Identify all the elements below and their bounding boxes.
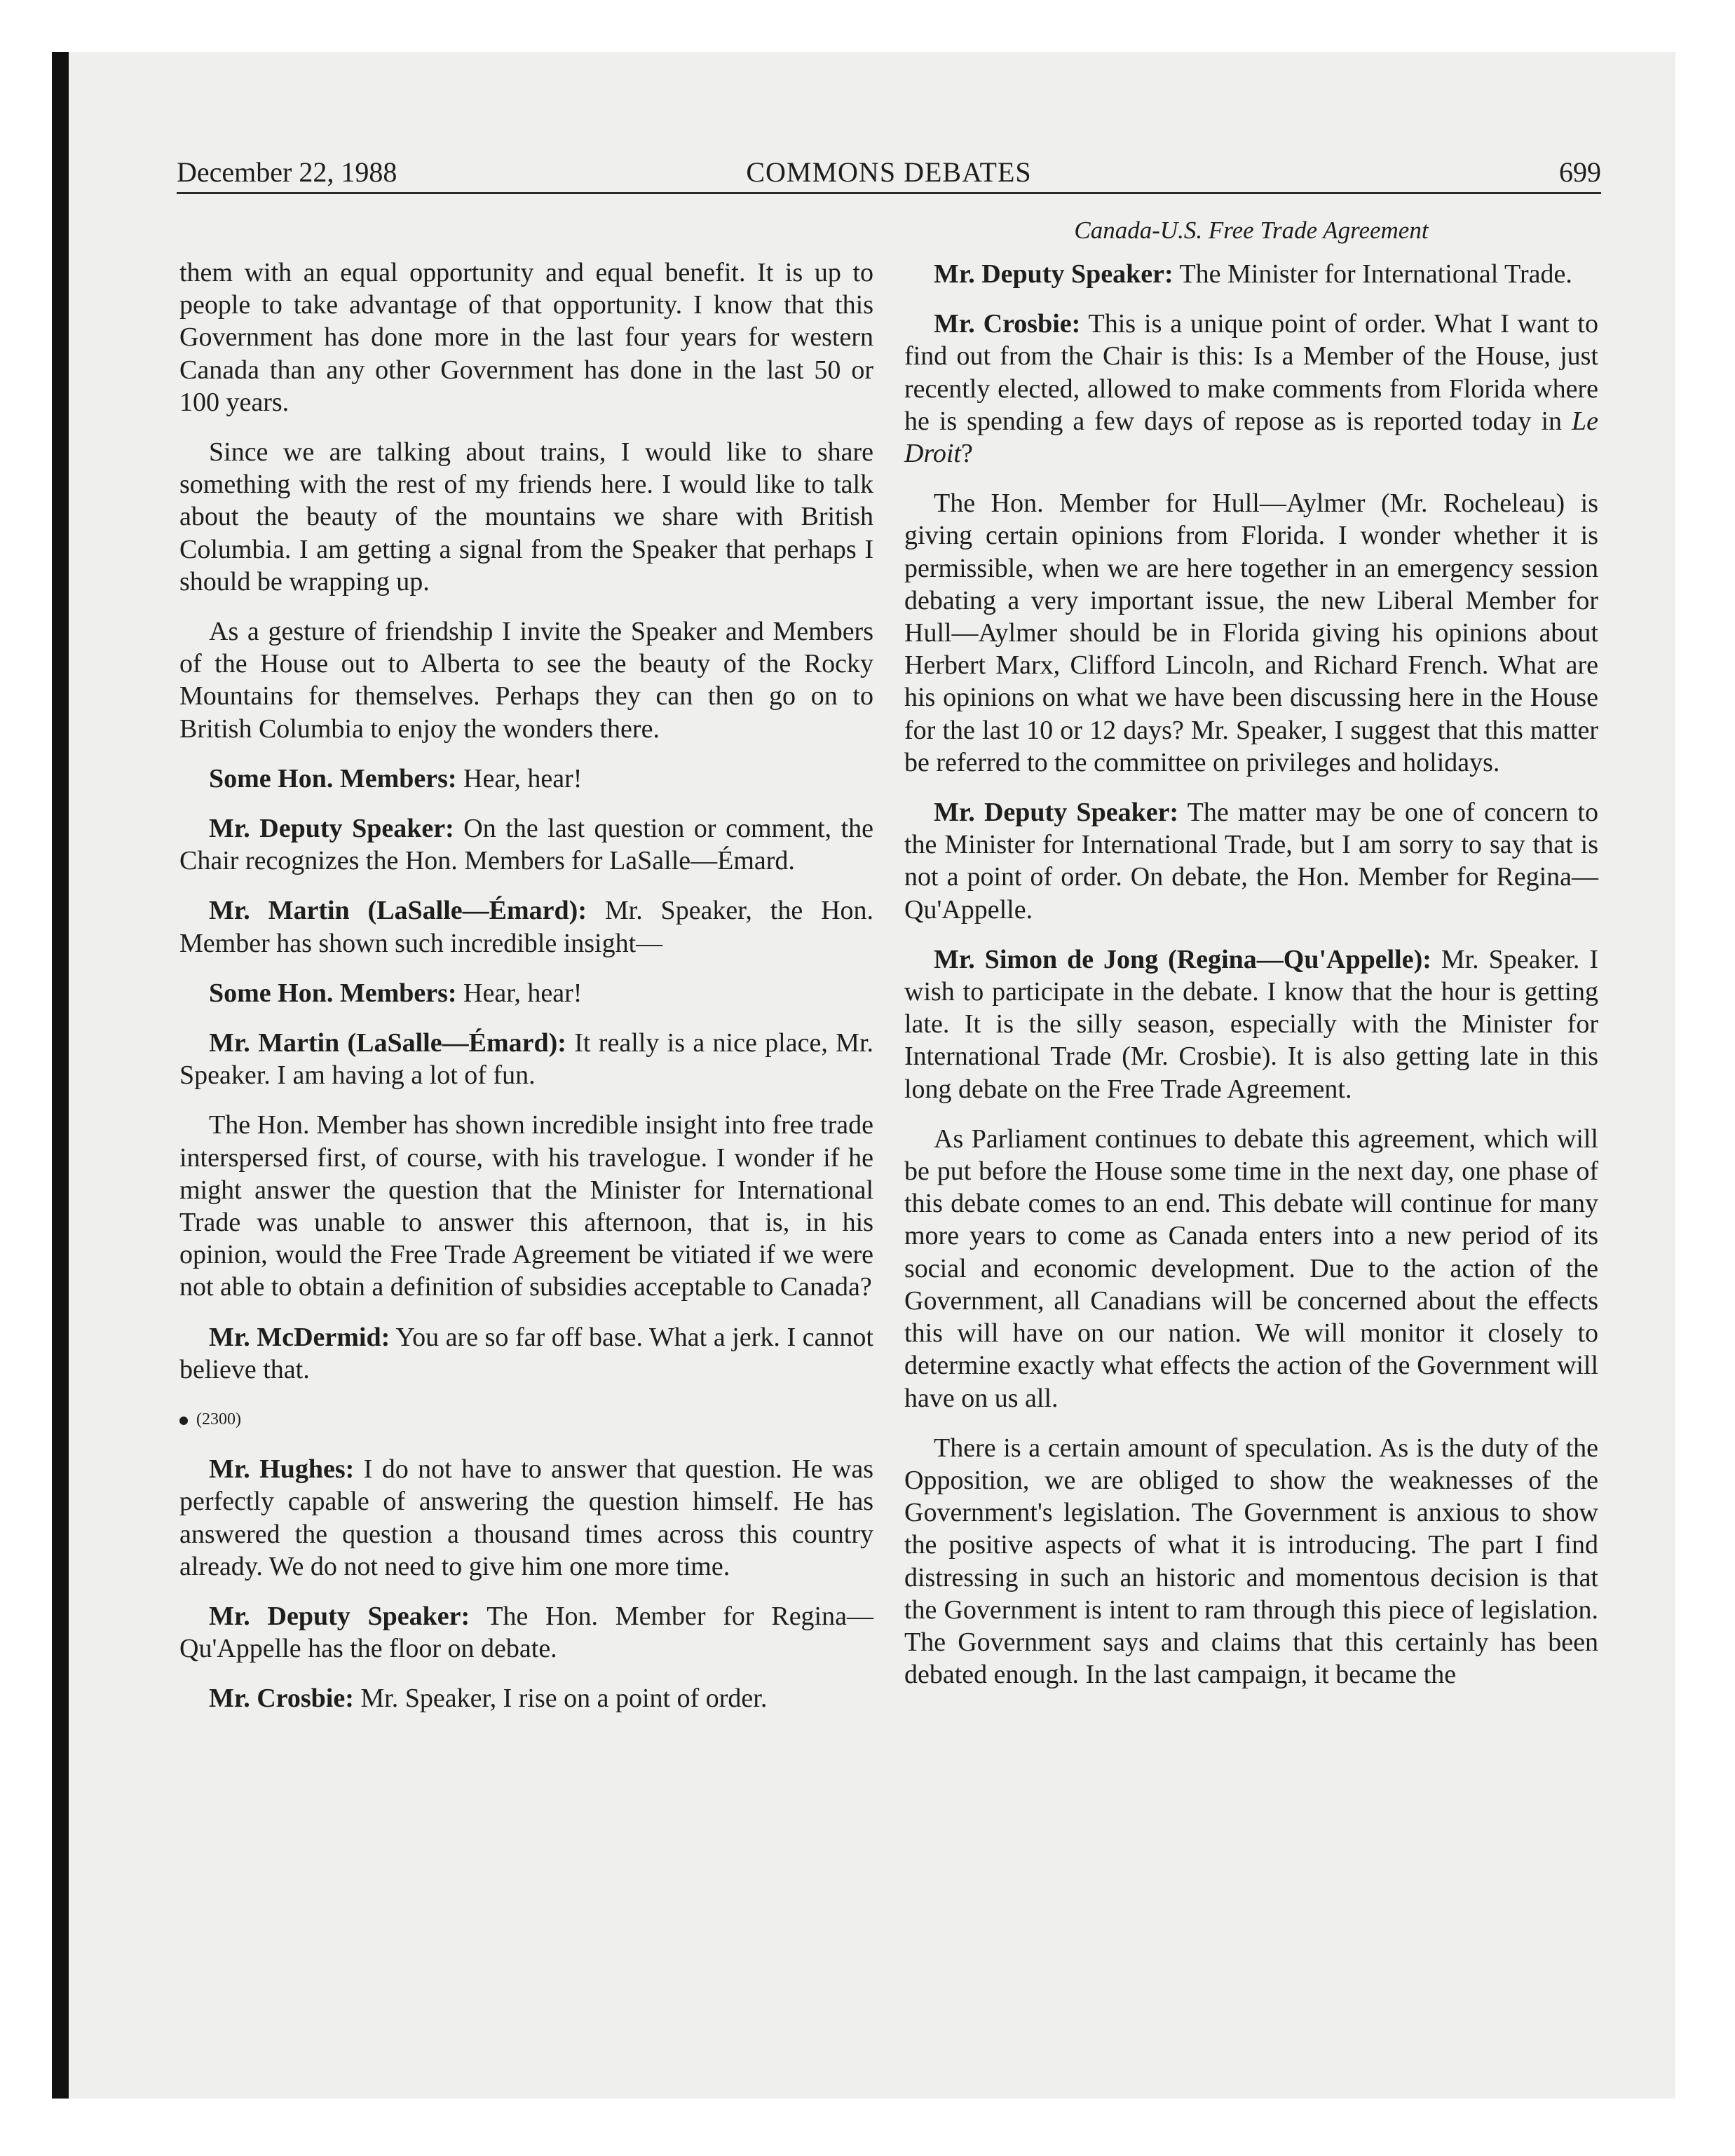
speech: [179, 1453, 873, 1583]
speech: [179, 763, 873, 795]
speaker-name: Some Hon. Members:: [209, 978, 457, 1008]
speaker-name: Mr. Hughes:: [209, 1454, 355, 1485]
speech: [179, 894, 873, 959]
speaker-name: Mr. Martin (LaSalle—Émard):: [209, 1028, 566, 1058]
bullet-icon: [179, 1417, 188, 1425]
speech-text: The Hon. Member for Regina—Qu'Appelle has the floor on debate.: [179, 1601, 873, 1664]
header-date: December 22, 1988: [177, 156, 397, 188]
speaker-name: Mr. Deputy Speaker:: [209, 814, 454, 844]
speech: [179, 1682, 873, 1714]
speaker-name: Mr. Deputy Speaker:: [934, 259, 1173, 289]
speech-text-end: ?: [960, 439, 973, 469]
speech-text: Hear, hear!: [456, 763, 583, 793]
paragraph: The Hon. Member has shown incredible insight into free trade interspersed first, of course, with his travelogue. I wonder if he might answer the question that the Minister for International Trade was unable to answer this afternoon, that is, in his opinion, would the Free Trade Agreement be vitiated if we were not able to obtain a definition of subsidies acceptable to Canada?: [179, 1110, 873, 1302]
paragraph: The Hon. Member for Hull—Aylmer (Mr. Rocheleau) is giving certain opinions from Florida. I wonder whether it is permissible, when we are here together in an emergency session debating a very important issue, the new Liberal Member for Hull—Aylmer should be in Florida giving his opinions about Herbert Marx, Clifford Lincoln, and Richard French. What are his opinions on what we have been discussing here in the House for the last 10 or 12 days? Mr. Speaker, I suggest that this matter be referred to the committee on privileges and holidays.: [904, 489, 1598, 777]
paragraph: As a gesture of friendship I invite the Speaker and Members of the House out to Alberta to see the beauty of the Rocky Mountains for themselves. Perhaps they can then go on to British Columbia to enjoy the wonders there.: [179, 617, 873, 744]
speech-text: The matter may be one of concern to the Minister for International Trade, but I am sorry to say that is not a point of order. On debate, the Hon. Member for Regina—Qu'Appelle.: [904, 798, 1598, 925]
time-marker: [179, 1403, 873, 1435]
speech: [179, 812, 873, 877]
page-number: 699: [1559, 156, 1601, 188]
left-column: [179, 257, 873, 1733]
speaker-name: Mr. Simon de Jong (Regina—Qu'Appelle):: [934, 944, 1431, 974]
speech-text: It really is a nice place, Mr. Speaker. I am having a lot of fun.: [179, 1028, 873, 1091]
speech: [179, 1027, 873, 1091]
publication-title: Le Droit: [904, 406, 1598, 469]
paragraph: As Parliament continues to debate this agreement, which will be put before the House some time in the next day, one phase of this debate comes to an end. This debate will continue for many more years to come as Canada enters into a new period of its social and economic development. Due to the action of the Government, all Canadians will be concerned about the effects this will have on our nation. We will monitor it closely to determine exactly what effects the action of the Government will have on us all.: [904, 1124, 1598, 1413]
speech: [179, 977, 873, 1009]
speech: [904, 943, 1598, 1105]
time-marker-text: (2300): [196, 1410, 241, 1429]
speech: [179, 1321, 873, 1386]
scan-border: [52, 52, 69, 2099]
header-rule: [177, 192, 1601, 194]
speech-text: This is a unique point of order. What I want to find out from the Chair is this: Is a Member of the House, just recently elected, allowed to make comments from Florida where he is spending a few days of repose as is reported today in: [904, 309, 1598, 436]
speech-text: I do not have to answer that question. He was perfectly capable of answering the question himself. He has answered the question a thousand times across this country already. We do not need to give him one more time.: [179, 1454, 873, 1581]
speaker-name: Mr. Martin (LaSalle—Émard):: [209, 896, 587, 926]
speech-text: Mr. Speaker, I rise on a point of order.: [353, 1684, 768, 1714]
header-title: COMMONS DEBATES: [746, 156, 1032, 188]
speech-text: The Minister for International Trade.: [1173, 259, 1572, 289]
speech: [904, 796, 1598, 926]
speaker-name: Mr. Crosbie:: [934, 309, 1081, 339]
paragraph: Since we are talking about trains, I would like to share something with the rest of my friends here. I would like to talk about the beauty of the mountains we share with British Columbia. I am getting a signal from the Speaker that perhaps I should be wrapping up.: [179, 437, 873, 596]
speech-text: You are so far off base. What a jerk. I cannot believe that.: [179, 1322, 873, 1384]
speech: [904, 258, 1598, 290]
speaker-name: Mr. Crosbie:: [209, 1684, 354, 1714]
speech: [179, 1600, 873, 1665]
speaker-name: Mr. Deputy Speaker:: [209, 1601, 470, 1631]
speech: [904, 308, 1598, 470]
speech-text: On the last question or comment, the Chair recognizes the Hon. Members for LaSalle—Émard.: [179, 814, 873, 876]
speech-text: Mr. Speaker, the Hon. Member has shown such incredible insight—: [179, 896, 874, 958]
speaker-name: Mr. Deputy Speaker:: [934, 798, 1179, 828]
speaker-name: Some Hon. Members:: [209, 763, 457, 793]
speaker-name: Mr. McDermid:: [209, 1322, 390, 1352]
paragraph: them with an equal opportunity and equal benefit. It is up to people to take advantage of that opportunity. I know that this Government has done more in the last four years for western Canada than any other Government has done in the last 50 or 100 years.: [179, 258, 873, 417]
speech-text: Mr. Speaker. I wish to participate in the debate. I know that the hour is getting late. It is the silly season, especially with the Minister for International Trade (Mr. Crosbie). It is also getting late in this long debate on the Free Trade Agreement.: [904, 944, 1598, 1104]
speech-text: Hear, hear!: [456, 978, 583, 1008]
paragraph: There is a certain amount of speculation. As is the duty of the Opposition, we are obliged to show the weaknesses of the Government's legislation. The Government is anxious to show the positive aspects of what it is introducing. The part I find distressing in such an historic and momentous decision is that the Government is intent to ram through this piece of legislation. The Government says and claims that this certainly has been debated enough. In the last campaign, it became the: [904, 1433, 1598, 1690]
right-column: [904, 214, 1598, 1708]
running-head: Canada-U.S. Free Trade Agreement: [1074, 217, 1429, 244]
